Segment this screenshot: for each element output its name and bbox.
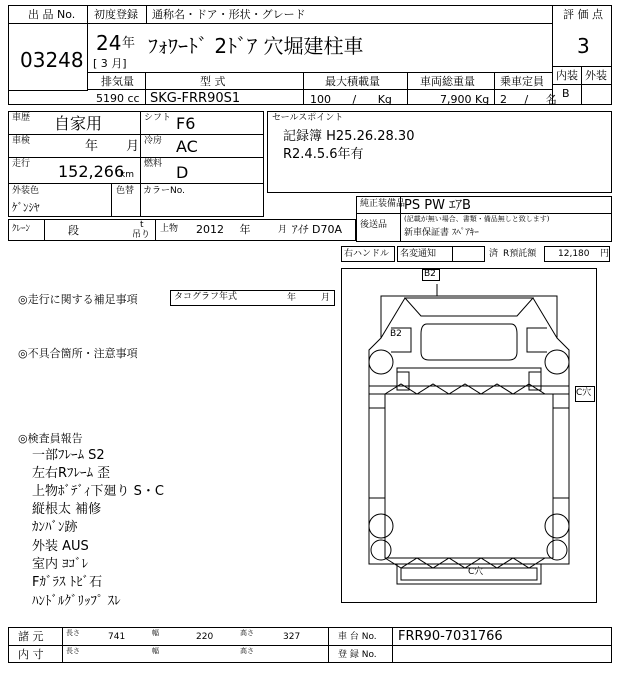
equipment-label: 純正装備品 [360, 199, 406, 209]
history-label: 車歴 [12, 113, 31, 123]
aircon-label: 冷房 [144, 136, 163, 146]
name-change-label: 名変通知 [400, 249, 437, 259]
equipment-value: PS PW ｴｱB [404, 198, 471, 213]
length-value: 741 [108, 632, 126, 642]
inspector-line: 左右Rﾌﾚｰﾑ 歪 [32, 466, 111, 481]
height-value: 327 [283, 632, 301, 642]
capacity-value: 2 / 名 [500, 93, 557, 106]
sales-line1: 記録簿 H25.26.28.30 [283, 129, 415, 144]
load-value: 100 / Kg [310, 93, 392, 106]
length-label: 長さ [66, 629, 80, 637]
color-no-label: カラーNo. [143, 186, 185, 196]
inner-width-label: 幅 [152, 647, 159, 655]
displacement-label: 排気量 [101, 75, 134, 88]
interior-value: B [562, 87, 570, 100]
crane-stage: 段 [68, 224, 79, 237]
width-value: 220 [196, 632, 214, 642]
mark-c-side: C穴 [576, 388, 592, 398]
crane-ton: t [140, 220, 144, 230]
tacho-month: 月 [321, 293, 331, 303]
color-change-label: 色替 [116, 186, 135, 196]
defects-label: ◎不具合箇所・注意事項 [18, 347, 138, 360]
name-label: 通称名・ドア・形状・グレード [152, 8, 306, 21]
shift-value: F6 [176, 114, 196, 133]
fuel-value: D [176, 163, 189, 182]
inspector-line: ｶﾝﾊﾞﾝ跡 [32, 520, 78, 535]
weight-label: 車両総重量 [420, 75, 475, 88]
shift-label: シフト [144, 113, 172, 123]
name-change-check [452, 246, 485, 262]
crane-lift: 吊り [132, 230, 151, 240]
inner-length-label: 長さ [66, 647, 80, 655]
first-reg-label: 初度登録 [94, 8, 138, 21]
right-handle-label: 右ハンドル [344, 249, 390, 259]
lot-no-label: 出 品 No. [28, 8, 76, 21]
tacho-label: タコグラフ年式 [174, 292, 238, 302]
first-reg-year: 24 [96, 31, 122, 55]
chassis-value: FRR90-7031766 [398, 629, 503, 644]
weight-value: 7,900 Kg [440, 93, 490, 106]
inner-height-label: 高さ [240, 647, 254, 655]
tax-value: 12,180 [558, 249, 590, 259]
car-name: ﾌｫﾜｰﾄﾞ 2ﾄﾞｱ 穴堀建柱車 [148, 34, 364, 58]
capacity-label: 乗車定員 [500, 75, 544, 88]
fuel-label: 燃料 [144, 159, 163, 169]
body-year: 2012 年 [196, 223, 251, 236]
body-maker: ｱｲﾁ D70A [292, 223, 342, 236]
inspector-line: 室内 ﾖｺﾞﾚ [32, 557, 89, 572]
color-value: ｹﾞﾝｼﾔ [12, 201, 40, 214]
model-value: SKG-FRR90S1 [150, 91, 241, 106]
displacement-value: 5190 cc [96, 92, 140, 105]
body-month: 月 [278, 225, 288, 235]
tax-prefix: 済 [489, 249, 499, 259]
specs-label: 諸 元 [18, 630, 44, 643]
mark-b2-top: B2 [424, 269, 436, 279]
inspector-line: ﾊﾝﾄﾞﾙｸﾞﾘｯﾌﾟ ｽﾚ [32, 594, 121, 609]
aircon-value: AC [176, 137, 198, 156]
inspector-line: 上物ﾎﾞﾃﾞｨ下廻り S・C [32, 484, 164, 499]
inspection-value: 年 月 [85, 139, 140, 154]
mark-c-bottom: C穴 [468, 567, 484, 577]
sales-line2: R2.4.5.6年有 [283, 147, 364, 162]
dims-label: 内 寸 [18, 648, 44, 661]
mark-b2-side: B2 [390, 329, 402, 339]
tax-label: R預託額 [503, 249, 537, 259]
exterior-label: 外装 [585, 69, 607, 82]
driving-notes-label: ◎走行に関する補足事項 [18, 293, 138, 306]
chassis-label: 車 台 No. [338, 632, 377, 642]
inspector-line: 一部ﾌﾚｰﾑ S2 [32, 448, 105, 463]
grade-label: 評 価 点 [563, 8, 603, 21]
inspection-label: 車検 [12, 136, 31, 146]
crane-label: ｸﾚｰﾝ [12, 224, 31, 234]
width-label: 幅 [152, 629, 159, 637]
height-label: 高さ [240, 629, 254, 637]
model-label: 型 式 [200, 75, 226, 88]
mileage-label: 走行 [12, 159, 31, 169]
aftermarket-value: 新車保証書 ｽﾍﾟｱｷｰ [404, 228, 479, 238]
aftermarket-note: (記載が無い場合、書類・備品無しと致します) [404, 215, 550, 223]
tacho-year: 年 [287, 293, 297, 303]
inspector-line: 縦根太 補修 [32, 502, 102, 517]
inspector-line: Fｶﾞﾗｽ ﾄﾋﾞ石 [32, 575, 103, 590]
mileage-value: 152,266 [58, 162, 125, 181]
sales-label: セールスポイント [272, 113, 344, 123]
history-value: 自家用 [54, 114, 103, 133]
tax-unit: 円 [600, 249, 610, 259]
inspector-label: ◎検査員報告 [18, 432, 83, 445]
body-label: 上物 [160, 224, 179, 234]
interior-label: 内装 [556, 69, 578, 82]
inspector-line: 外装 AUS [32, 539, 89, 554]
mileage-unit: km [120, 170, 134, 180]
first-reg-month: [ 3 月] [93, 57, 127, 70]
grade-value: 3 [577, 34, 590, 58]
details-frame [8, 111, 264, 217]
truck-diagram [341, 268, 597, 603]
color-label: 外装色 [12, 186, 40, 196]
lot-no: 03248 [20, 48, 84, 72]
aftermarket-label: 後送品 [360, 220, 388, 230]
load-label: 最大積載量 [325, 75, 380, 88]
first-reg-year-unit: 年 [122, 36, 136, 51]
reg-label: 登 録 No. [338, 650, 377, 660]
